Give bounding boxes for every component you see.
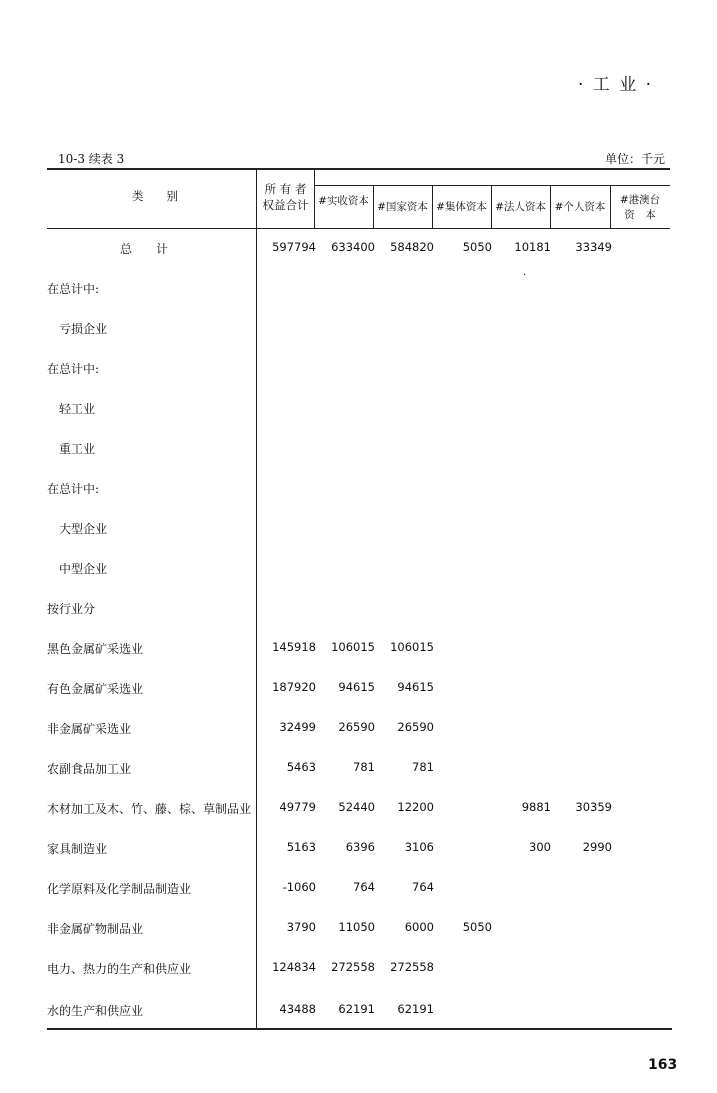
table-cell: 5463: [286, 760, 316, 774]
stub-column-divider: [256, 168, 257, 1029]
table-cell: 52440: [338, 800, 375, 814]
table-cell: 62191: [397, 1002, 434, 1016]
table-cell: 43488: [279, 1002, 316, 1016]
table-cell: 781: [353, 760, 375, 774]
table-cell: 10181: [514, 240, 551, 254]
header-category: 类 别: [132, 189, 178, 203]
table-cell: 5050: [462, 920, 492, 934]
header-paid-in-capital: #实收资本: [318, 195, 369, 207]
table-cell: 584820: [390, 240, 434, 254]
row-label: 农副食品加工业: [47, 762, 132, 776]
header-individual-capital: #个人资本: [554, 201, 606, 213]
table-cell: 26590: [397, 720, 434, 734]
table-bottom-rule: [47, 1028, 672, 1030]
table-cell: 9881: [521, 800, 551, 814]
table-cell: 633400: [331, 240, 375, 254]
header-owners-equity-l2: 权益合计: [262, 198, 309, 212]
table-number: 10-3 续表 3: [58, 152, 125, 166]
table-cell: 124834: [272, 960, 316, 974]
unit-label: 单位：千元: [605, 152, 666, 166]
row-label: 轻工业: [59, 402, 96, 416]
table-cell: 94615: [397, 680, 434, 694]
header-state-capital: #国家资本: [377, 201, 428, 213]
table-cell: 5163: [286, 840, 316, 854]
table-cell: 106015: [331, 640, 375, 654]
row-label: 在总计中:: [47, 482, 100, 496]
table-cell: 106015: [390, 640, 434, 654]
table-cell: 145918: [272, 640, 316, 654]
table-cell: 187920: [272, 680, 316, 694]
row-label: 非金属矿采选业: [47, 722, 132, 736]
header-sub-rule: [314, 185, 670, 186]
row-label: 有色金属矿采选业: [47, 682, 144, 696]
table-cell: 597794: [272, 240, 316, 254]
header-legal-person-capital: #法人资本: [495, 201, 546, 213]
stray-mark: ·: [523, 270, 527, 281]
table-cell: 300: [529, 840, 551, 854]
table-cell: 6000: [404, 920, 434, 934]
page-number: 163: [648, 1057, 678, 1073]
row-label: 按行业分: [47, 602, 96, 616]
table-cell: 26590: [338, 720, 375, 734]
table-cell: 2990: [582, 840, 612, 854]
row-label: 在总计中:: [47, 362, 100, 376]
table-cell: 764: [412, 880, 434, 894]
table-cell: 32499: [279, 720, 316, 734]
table-cell: 11050: [338, 920, 375, 934]
table-cell: -1060: [282, 880, 316, 894]
row-label: 黑色金属矿采选业: [47, 642, 144, 656]
header-bottom-rule: [47, 228, 670, 229]
row-label: 家具制造业: [47, 842, 108, 856]
header-hk-macao-tw-l1: #港澳台: [619, 194, 661, 206]
header-collective-capital: #集体资本: [436, 201, 487, 213]
row-label: 木材加工及木、竹、藤、棕、草制品业: [47, 802, 252, 816]
table-cell: 3106: [404, 840, 434, 854]
row-label: 大型企业: [59, 522, 108, 536]
table-cell: 272558: [390, 960, 434, 974]
row-label: 电力、热力的生产和供应业: [47, 962, 192, 976]
table-cell: 6396: [345, 840, 375, 854]
table-cell: 3790: [286, 920, 316, 934]
row-label: 中型企业: [59, 562, 108, 576]
table-cell: 12200: [397, 800, 434, 814]
row-label: 在总计中:: [47, 282, 100, 296]
table-cell: 49779: [279, 800, 316, 814]
row-label: 水的生产和供应业: [47, 1004, 144, 1018]
row-label: 化学原料及化学制品制造业: [47, 882, 192, 896]
table-cell: 764: [353, 880, 375, 894]
table-cell: 5050: [462, 240, 492, 254]
table-cell: 62191: [338, 1002, 375, 1016]
row-label: 重工业: [59, 442, 96, 456]
header-owners-equity-l1: 所 有 者: [264, 182, 307, 196]
table-cell: 30359: [575, 800, 612, 814]
row-label: 亏损企业: [59, 322, 108, 336]
header-hk-macao-tw-l2: 资 本: [624, 209, 656, 221]
section-header: · 工 业 ·: [578, 75, 654, 95]
table-cell: 33349: [575, 240, 612, 254]
table-cell: 94615: [338, 680, 375, 694]
row-label: 非金属矿物制品业: [47, 922, 144, 936]
table-cell: 781: [412, 760, 434, 774]
table-cell: 272558: [331, 960, 375, 974]
row-label: 总 计: [120, 242, 169, 256]
table-top-rule: [47, 168, 670, 170]
